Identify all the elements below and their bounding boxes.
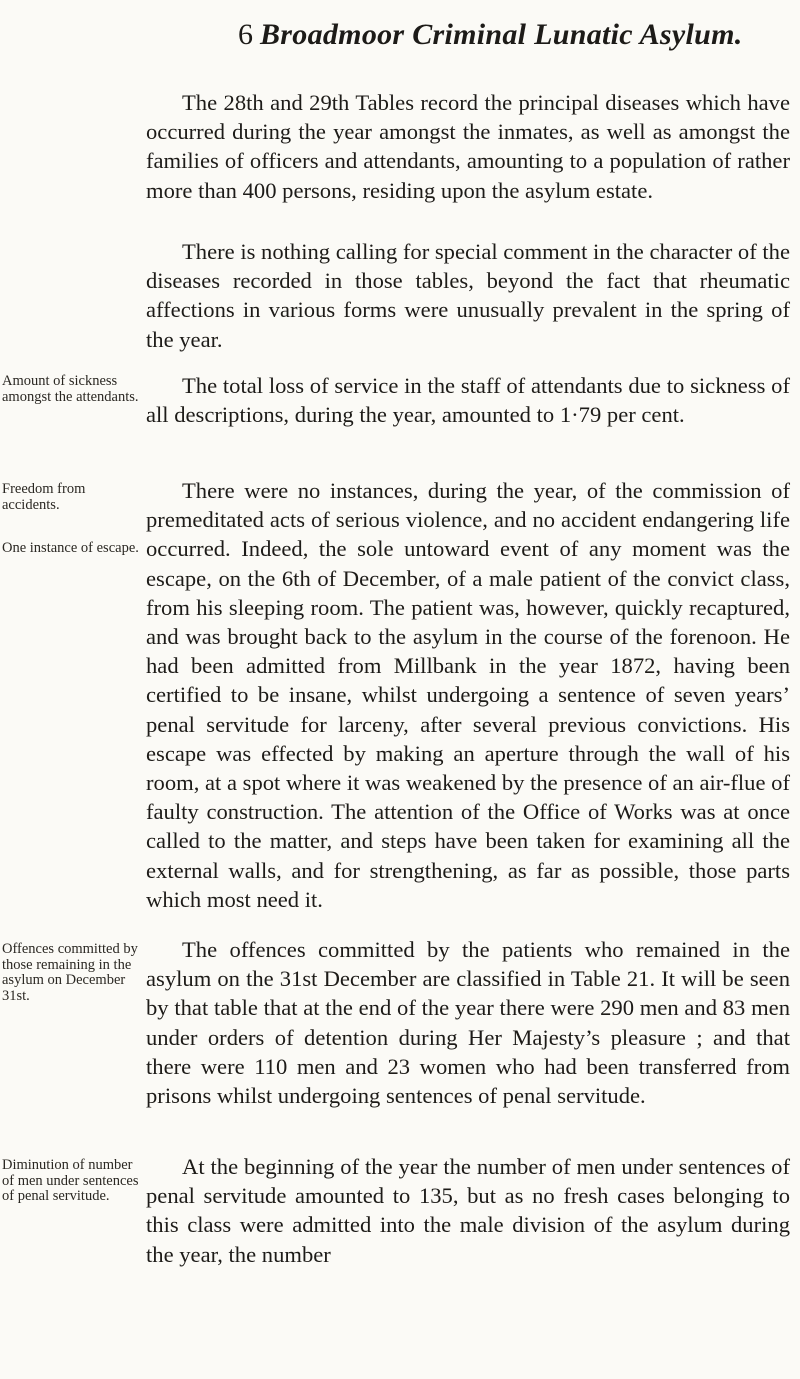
side-note-escape: One instance of escape. — [2, 540, 139, 556]
paragraph-text: The offences committed by the patients who remained in the asylum on the 31st December are classified in Table 21. It will be seen by that table that at the end of the year there were 290 men and 83 men under orders of detention during Her Majesty’s pleasure ; and that there were 110 men and 23 women who had been transferred from prisons whilst undergoing sentences of penal servitude. — [146, 937, 790, 1109]
paragraph-escape — [146, 476, 790, 914]
side-note-sickness: Amount of sickness amongst the attendants. — [2, 373, 139, 405]
paragraph-text: The 28th and 29th Tables record the principal diseases which have occurred during the year amongst the inmates, as well as amongst the families of officers and attendants, amounting to a population of rather more than 400 persons, residing upon the asylum estate. — [146, 90, 790, 203]
side-note-offences: Offences committed by those remaining in the asylum on December 31st. — [2, 941, 138, 1004]
paragraph-diminution — [146, 1152, 790, 1269]
paragraph-sickness — [146, 371, 790, 429]
paragraph-text: There is nothing calling for special comment in the character of the diseases recorded in those tables, beyond the fact that rheumatic affections in various forms were unusually prevalent in the spring of the year. — [146, 239, 790, 352]
page-number: 6 — [238, 18, 253, 51]
paragraph-text: There were no instances, during the year, of the commission of premeditated acts of serious violence, and no accident endangering life occurred. Indeed, the sole untoward event of any moment was the escape, on the 6th of December, of a male patient of the convict class, from his sleeping room. The patient was, however, quickly recaptured, and was brought back to the asylum in the course of the forenoon. He had been admitted from Millbank in the year 1872, having been certified to be insane, whilst undergoing a sentence of seven years’ penal servitude for larceny, after several previous convictions. His escape was effected by making an aperture through the wall of his room, at a spot where it was weakened by the presence of an air-flue of faulty construction. The attention of the Office of Works was at once called to the matter, and steps have been taken for examining all the external walls, and for strengthening, as far as possible, those parts which most need it. — [146, 478, 790, 912]
page-header — [0, 14, 800, 54]
running-title: Broadmoor Criminal Lunatic Asylum. — [260, 18, 743, 51]
paragraph-diseases — [146, 88, 790, 205]
paragraph-text: The total loss of service in the staff of attendants due to sickness of all descriptions, during the year, amounted to 1·79 per cent. — [146, 373, 790, 428]
paragraph-text: At the beginning of the year the number of men under sentences of penal servitude amounted to 135, but as no fresh cases belonging to this class were admitted into the male division of the asylum during the year, the number — [146, 1154, 790, 1267]
side-note-diminution: Diminution of number of men under sentences of penal servitude. — [2, 1157, 139, 1204]
paragraph-comment — [146, 237, 790, 354]
side-note-accidents: Freedom from accidents. — [2, 481, 86, 513]
paragraph-offences — [146, 935, 790, 1110]
